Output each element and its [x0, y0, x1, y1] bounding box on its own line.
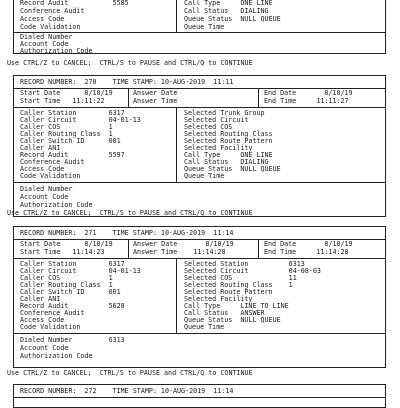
column-divider	[176, 107, 177, 182]
start-date: Start Date 8/10/19	[20, 89, 113, 97]
answer-date: Answer Date	[133, 89, 178, 97]
record-field: Access Code	[20, 165, 65, 173]
record-field: Code Validation	[20, 172, 81, 180]
record-field: Conference Audit	[20, 309, 85, 317]
record-field: Queue Status NULL QUEUE	[184, 316, 281, 324]
record-field: Selected Circuit	[184, 116, 249, 124]
column-divider	[128, 239, 129, 258]
authorization-code: Authorization Code	[20, 352, 93, 360]
record-field: Queue Time	[184, 323, 225, 331]
record-field: Caller Circuit 04-01-13	[20, 267, 141, 275]
record-field: Caller Station 6317	[20, 260, 125, 268]
record-field: Selected Facility	[184, 144, 253, 152]
record-field: Access Code	[20, 15, 65, 23]
column-divider	[258, 239, 259, 258]
column-divider	[258, 88, 259, 107]
record-field: Record Audit 5628	[20, 302, 125, 310]
record-272	[13, 384, 386, 408]
record-field: Caller COS 1	[20, 123, 113, 131]
record-field: Caller Routing Class 1	[20, 281, 113, 289]
record-field: Caller ANI	[20, 295, 61, 303]
column-divider	[176, 258, 177, 333]
header-divider	[14, 397, 385, 398]
record-field: Call Type LINE TO LINE	[184, 302, 289, 310]
start-time: Start Time 11:11:22	[20, 97, 105, 105]
column-divider	[176, 0, 177, 32]
record-field: Caller ANI	[20, 144, 61, 152]
account-code: Account Code	[20, 193, 69, 201]
end-time: End Time 11:11:27	[264, 97, 349, 105]
record-field: Caller Circuit 04-01-13	[20, 116, 141, 124]
section-divider	[14, 107, 385, 108]
record-field: Call Status DIALING	[184, 7, 269, 15]
start-date: Start Date 8/10/19	[20, 240, 113, 248]
record-field: Caller Station 6317	[20, 109, 125, 117]
section-divider	[14, 258, 385, 259]
record-271	[13, 226, 386, 368]
record-field: Access Code	[20, 316, 65, 324]
record-field: Queue Time	[184, 23, 225, 31]
authorization-code: Authorization Code	[20, 47, 93, 55]
record-field: Queue Status NULL QUEUE	[184, 15, 281, 23]
partial-record-top	[13, 0, 386, 54]
dialed-number: Dialed Number	[20, 185, 73, 193]
record-field: Call Status ANSWER	[184, 309, 265, 317]
record-field: Selected Circuit 04-08-03	[184, 267, 321, 275]
dialed-number: Dialed Number	[20, 33, 73, 41]
record-field: Selected COS 11	[184, 274, 297, 282]
answer-time: Answer Time	[133, 97, 178, 105]
record-field: Selected COS	[184, 123, 233, 131]
authorization-code: Authorization Code	[20, 201, 93, 209]
record-field: Call Type ONE LINE	[184, 151, 273, 159]
record-field: Selected Trunk Group	[184, 109, 265, 117]
record-field: Selected Route Pattern	[184, 137, 273, 145]
record-field: Conference Audit	[20, 158, 85, 166]
account-code: Account Code	[20, 344, 69, 352]
column-divider	[128, 88, 129, 107]
record-field: Record Audit 5585	[20, 0, 129, 7]
end-date: End Date 8/10/19	[264, 240, 353, 248]
record-field: Conference Audit	[20, 7, 85, 15]
record-header: RECORD NUMBER: 272 TIME STAMP: 10-AUG-2019 11:14	[20, 387, 234, 395]
record-field: Selected Routing Class 1	[184, 281, 293, 289]
record-field: Code Validation	[20, 23, 81, 31]
record-field: Caller COS 1	[20, 274, 113, 282]
record-field: Queue Status NULL QUEUE	[184, 165, 281, 173]
record-field: Call Status DIALING	[184, 158, 269, 166]
record-field: Selected Route Pattern	[184, 288, 273, 296]
record-field: Caller Routing Class 1	[20, 130, 113, 138]
record-header: RECORD NUMBER: 270 TIME STAMP: 10-AUG-2019 11:11	[20, 78, 234, 86]
record-field: Selected Station 6313	[184, 260, 305, 268]
ctrl-instructions: Use CTRL/Z to CANCEL; CTRL/S to PAUSE and CTRL/Q to CONTINUE	[7, 369, 253, 377]
ctrl-instructions: Use CTRL/Z to CANCEL; CTRL/S to PAUSE and CTRL/Q to CONTINUE	[7, 59, 253, 67]
answer-time: Answer Time 11:14:28	[133, 248, 226, 256]
record-field: Caller Switch ID 001	[20, 288, 121, 296]
record-field: Caller Switch ID 001	[20, 137, 121, 145]
end-date: End Date 8/10/19	[264, 89, 353, 97]
answer-date: Answer Date 8/10/19	[133, 240, 234, 248]
record-270	[13, 75, 386, 217]
section-divider	[14, 182, 385, 183]
record-field: Selected Routing Class	[184, 130, 273, 138]
start-time: Start Time 11:14:23	[20, 248, 105, 256]
ctrl-instructions: Use CTRL/Z to CANCEL; CTRL/S to PAUSE and CTRL/Q to CONTINUE	[7, 209, 253, 217]
record-field: Selected Facility	[184, 295, 253, 303]
record-field: Call Type ONE LINE	[184, 0, 273, 7]
end-time: End Time 11:14:28	[264, 248, 349, 256]
record-field: Queue Time	[184, 172, 225, 180]
record-header: RECORD NUMBER: 271 TIME STAMP: 10-AUG-2019 11:14	[20, 229, 234, 237]
section-divider	[14, 333, 385, 334]
record-field: Code Validation	[20, 323, 81, 331]
record-field: Record Audit 5597	[20, 151, 125, 159]
dialed-number: Dialed Number 6313	[20, 336, 125, 344]
account-code: Account Code	[20, 40, 69, 48]
